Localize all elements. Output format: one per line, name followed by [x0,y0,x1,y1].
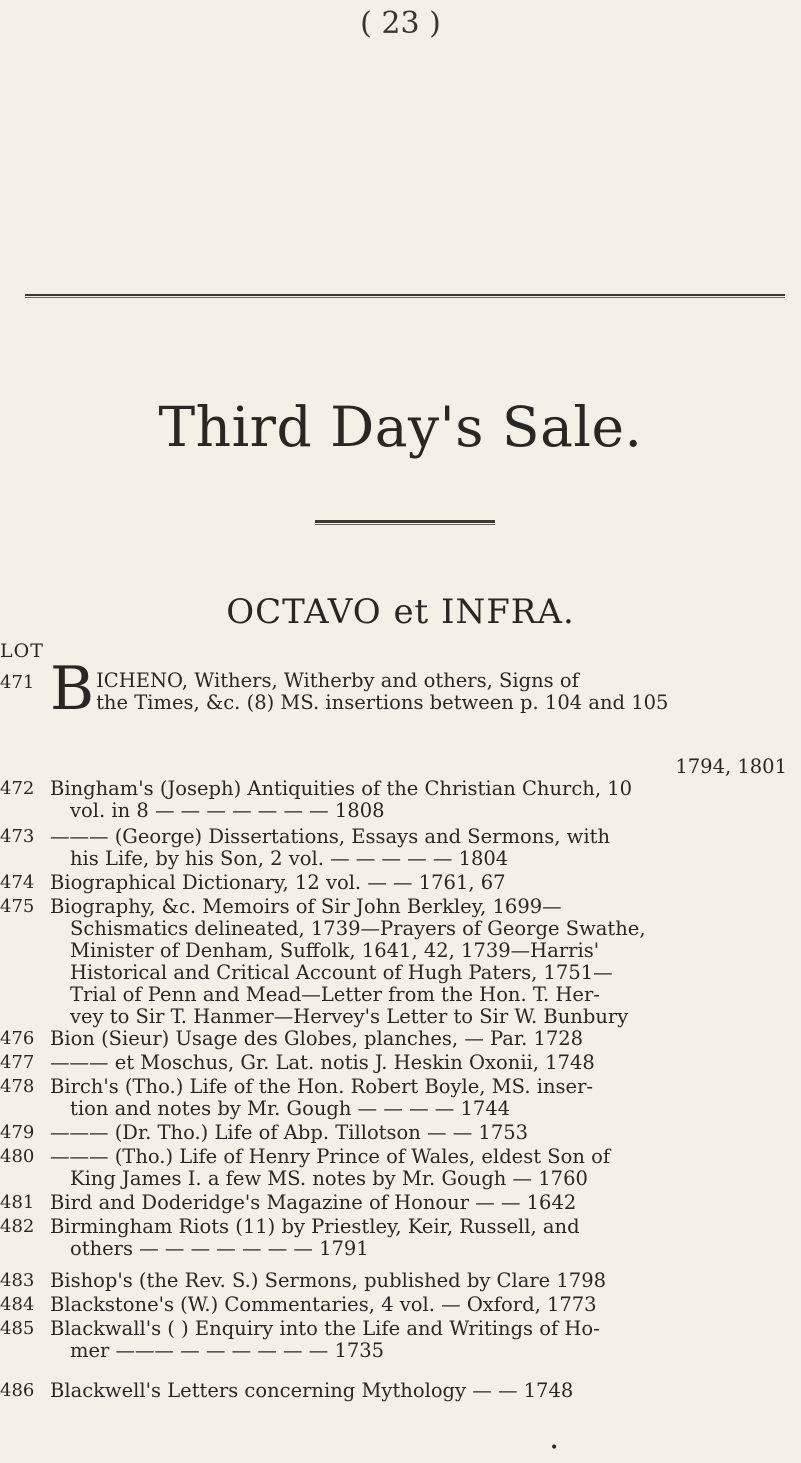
lot-description [50,826,787,870]
lot-number: 486 [0,1380,35,1401]
lot-number: 478 [0,1076,35,1097]
section-heading: OCTAVO et INFRA. [226,592,575,632]
lot-description [50,1076,787,1120]
lot-entry [0,654,801,728]
lot-number: 477 [0,1052,35,1073]
entry-line: Trial of Penn and Mead—Letter from the Hon. T. Her- [70,984,600,1006]
entry-line: Bion (Sieur) Usage des Globes, planches, — Par. 1728 [50,1028,584,1050]
lot-description [50,896,787,1028]
entry-line: Blackstone's (W.) Commentaries, 4 vol. — Oxford, 1773 [50,1294,597,1316]
lot-number: 471 [0,672,35,693]
lot-number: 479 [0,1122,35,1143]
entry-line: ——— (George) Dissertations, Essays and Sermons, with [50,826,610,848]
lot-description [50,1122,787,1144]
ornamental-rule [315,520,495,525]
entry-line: the Times, &c. (8) MS. insertions between p. 104 and 105 [96,692,669,714]
entry-line: ——— et Moschus, Gr. Lat. notis J. Heskin Oxonii, 1748 [50,1052,595,1074]
drop-cap: B [50,654,95,724]
entry-line: King James I. a few MS. notes by Mr. Gough — 1760 [70,1168,588,1190]
entry-line: Blackwell's Letters concerning Mythology — — 1748 [50,1380,574,1402]
lot-description [50,1146,787,1190]
header-rule [25,294,785,298]
lot-description [50,1216,787,1260]
lot-number: 480 [0,1146,35,1167]
entry-line: Blackwall's ( ) Enquiry into the Life and Writings of Ho- [50,1318,600,1340]
lot-description [50,1028,787,1050]
lot-column-label: LOT [0,640,44,662]
entry-line: Bishop's (the Rev. S.) Sermons, published by Clare 1798 [50,1270,607,1292]
page-title: Third Day's Sale. [158,395,643,459]
lot-description [50,654,787,724]
lot-description [50,756,787,822]
lot-number: 485 [0,1318,35,1339]
lot-number: 474 [0,872,35,893]
entry-line: Schismatics delineated, 1739—Prayers of George Swathe, [70,918,646,940]
lot-description [50,872,787,894]
lot-number: 473 [0,826,35,847]
entry-line: Bingham's (Joseph) Antiquities of the Christian Church, 10 [50,778,633,800]
lot-description [50,1380,787,1402]
lot-number: 476 [0,1028,35,1049]
entry-line: mer ——— — — — — — — 1735 [70,1340,385,1362]
lot-number: 482 [0,1216,35,1237]
entry-line: others — — — — — — — 1791 [70,1238,369,1260]
entry-line: Historical and Critical Account of Hugh Paters, 1751— [70,962,613,984]
lot-description [50,1294,787,1316]
entry-line: tion and notes by Mr. Gough — — — — 1744 [70,1098,511,1120]
lot-number: 483 [0,1270,35,1291]
lot-number: 475 [0,896,35,917]
page-number: ( 23 ) [360,6,441,41]
entry-line: vey to Sir T. Hanmer—Hervey's Letter to Sir W. Bunbury [70,1006,629,1028]
page-mark: • [550,1440,559,1456]
entry-line: 1794, 1801 [675,756,787,778]
entry-line: vol. in 8 — — — — — — — 1808 [70,800,385,822]
lot-number: 481 [0,1192,35,1213]
entry-line: Birch's (Tho.) Life of the Hon. Robert Boyle, MS. inser- [50,1076,593,1098]
lot-description [50,1192,787,1214]
lot-description [50,1318,787,1362]
lot-number: 484 [0,1294,35,1315]
lot-description [50,1052,787,1074]
entry-line: Biographical Dictionary, 12 vol. — — 1761, 67 [50,872,506,894]
entry-line: Birmingham Riots (11) by Priestley, Keir, Russell, and [50,1216,580,1238]
entry-line: his Life, by his Son, 2 vol. — — — — — 1804 [70,848,509,870]
entry-line: Biography, &c. Memoirs of Sir John Berkley, 1699— [50,896,562,918]
entry-line: Bird and Doderidge's Magazine of Honour — — 1642 [50,1192,577,1214]
entry-line: ——— (Dr. Tho.) Life of Abp. Tillotson — — 1753 [50,1122,529,1144]
entry-line: Minister of Denham, Suffolk, 1641, 42, 1739—Harris' [70,940,600,962]
entry-line: ICHENO, Withers, Witherby and others, Signs of [96,669,579,692]
lot-description [50,1270,787,1292]
lot-number: 472 [0,778,35,799]
entry-line: ——— (Tho.) Life of Henry Prince of Wales, eldest Son of [50,1146,611,1168]
